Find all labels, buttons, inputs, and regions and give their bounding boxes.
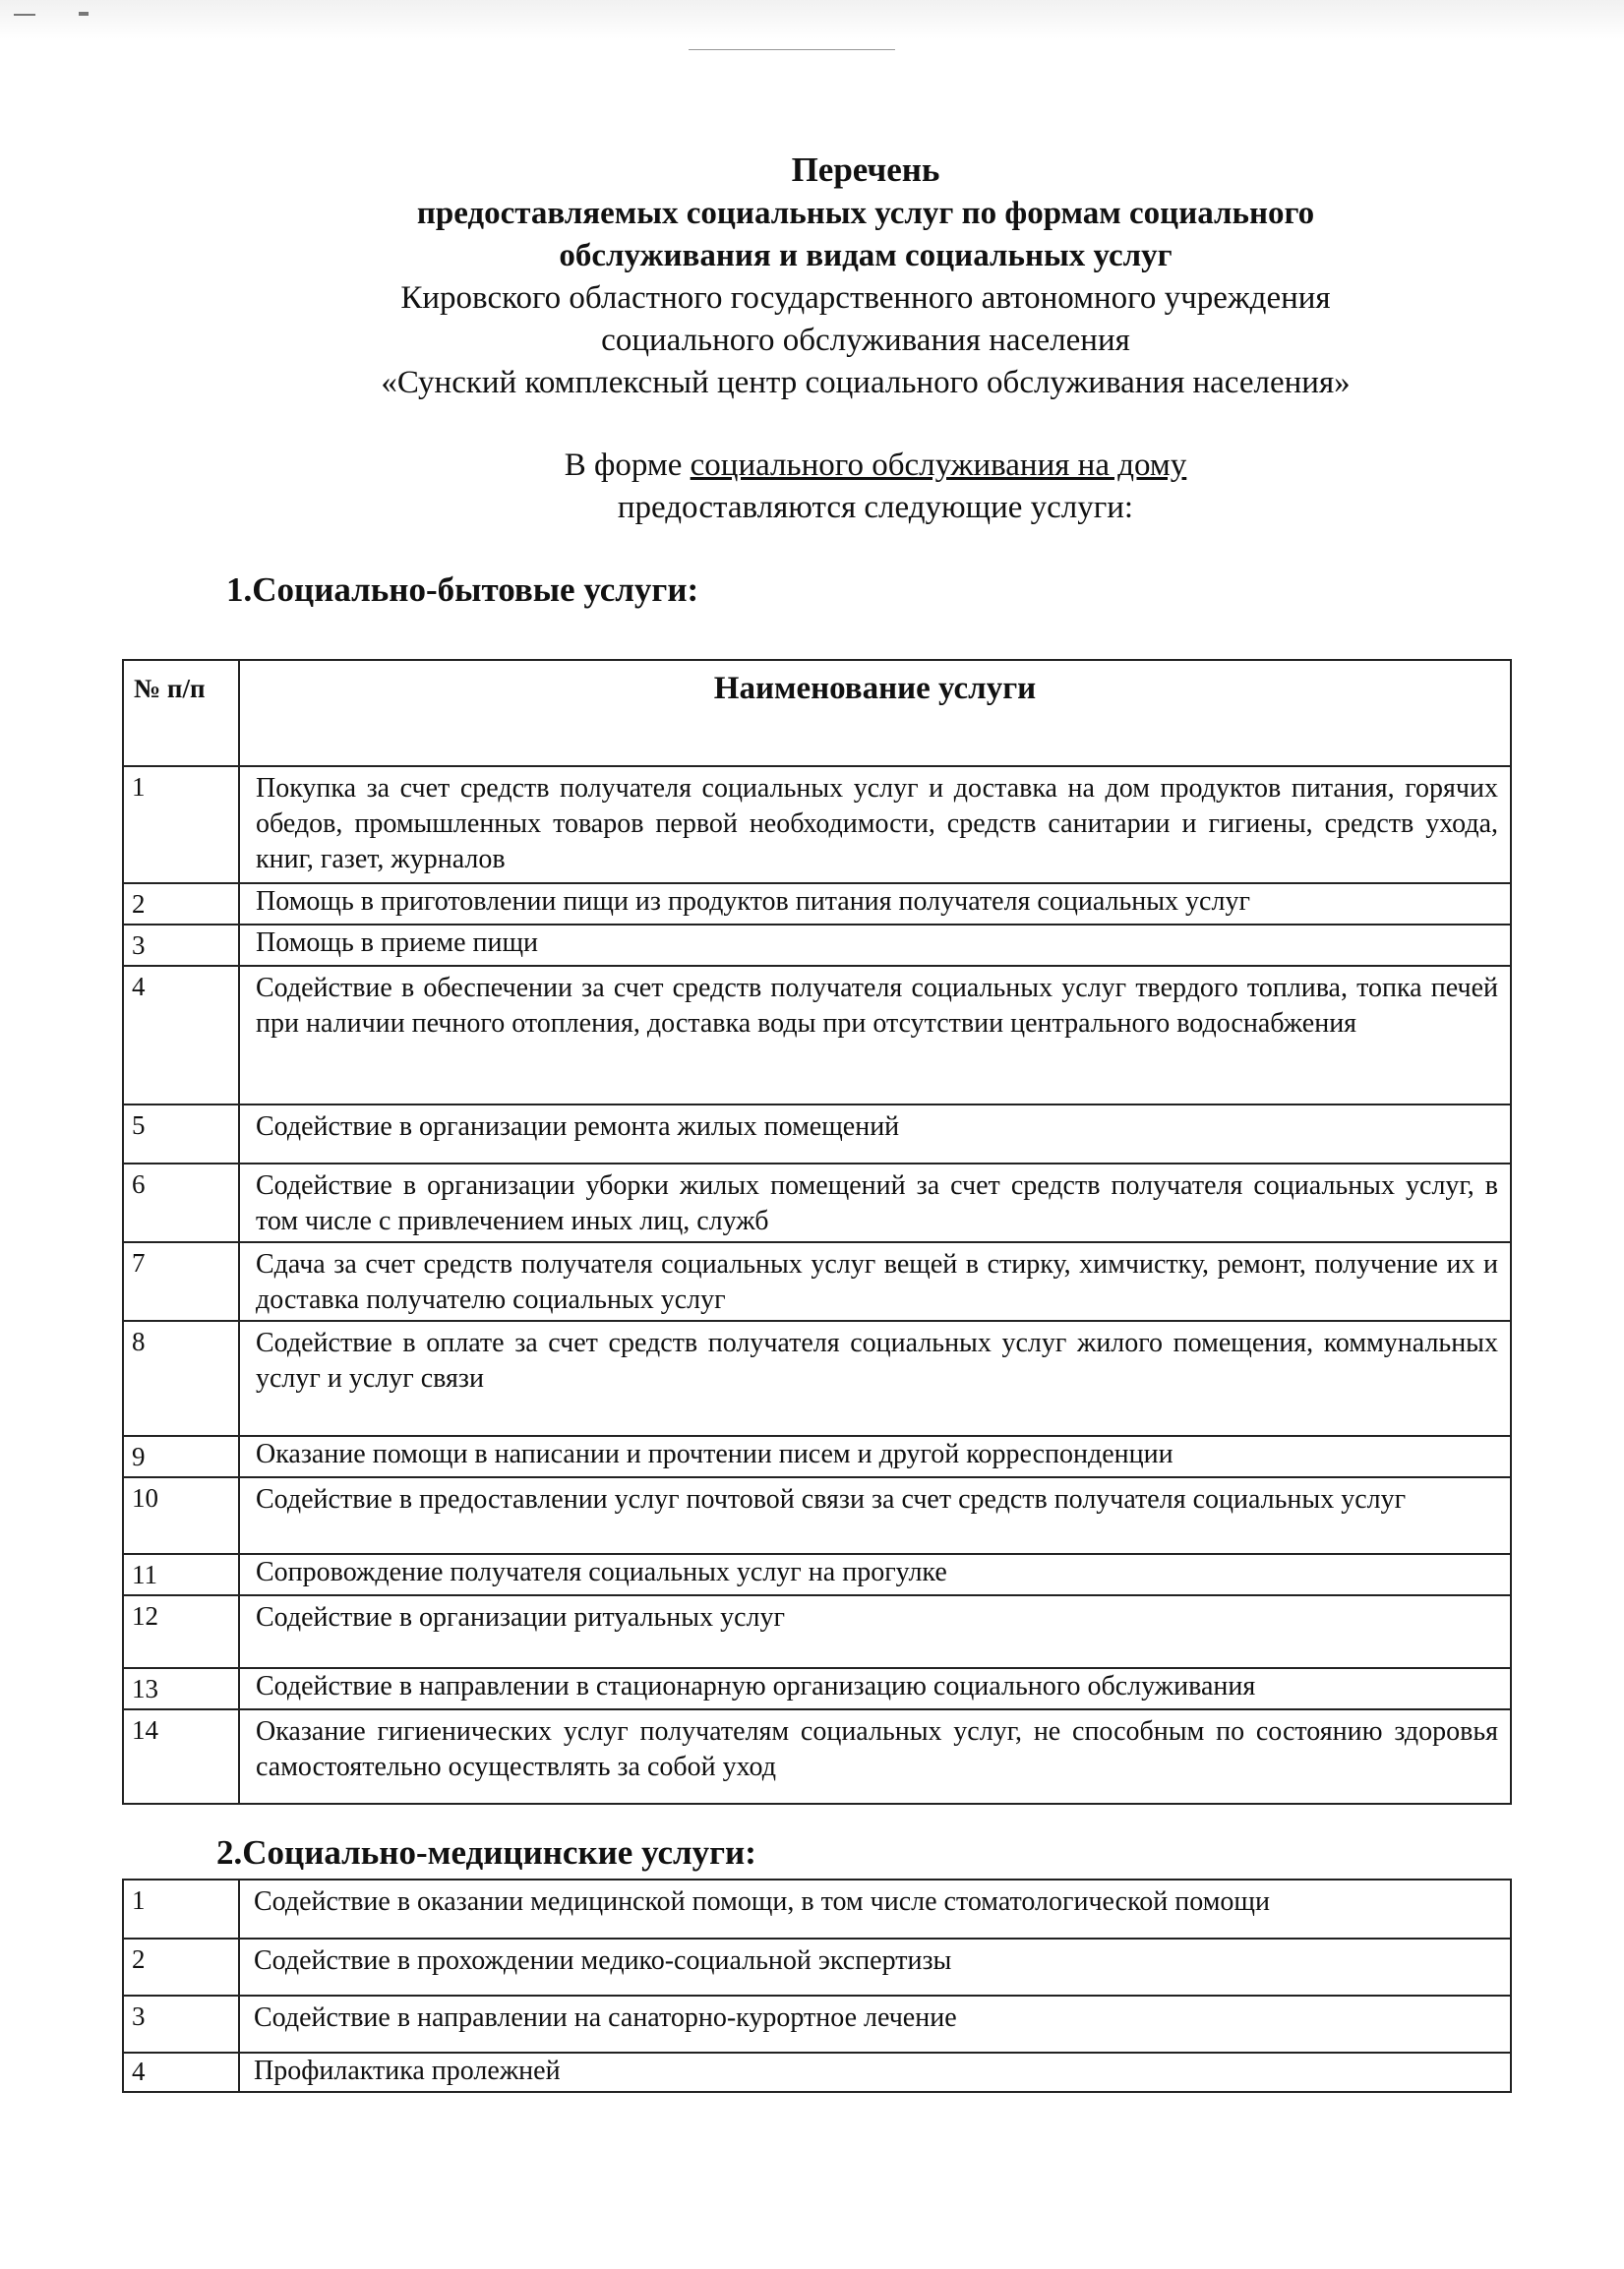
table-row: [123, 766, 1511, 883]
form-intro-line1: [433, 445, 1318, 487]
row-number: 1: [123, 766, 239, 883]
table-row: [123, 1709, 1511, 1804]
table-row: [123, 1105, 1511, 1164]
row-number: 3: [123, 1996, 239, 2053]
scan-edge-shadow: [0, 0, 1624, 39]
row-number: 9: [123, 1436, 239, 1477]
table-row: [123, 1321, 1511, 1436]
scan-artifact-mark: [79, 12, 89, 16]
form-intro: [433, 445, 1318, 529]
service-name: Сопровождение получателя социальных услуг на прогулке: [239, 1554, 1511, 1595]
row-number: 5: [123, 1105, 239, 1164]
row-number: 4: [123, 966, 239, 1105]
organization-line3: «Сунский комплексный центр социального обслуживания населения»: [381, 365, 1351, 400]
document-title: Перечень: [791, 150, 940, 189]
row-number: 2: [123, 1939, 239, 1996]
row-number: 8: [123, 1321, 239, 1436]
service-name: Помощь в приеме пищи: [239, 925, 1511, 966]
table-header-row: [123, 660, 1511, 766]
row-number: 3: [123, 925, 239, 966]
row-number: 1: [123, 1880, 239, 1939]
column-header-number: № п/п: [123, 660, 239, 766]
service-name: Содействие в предоставлении услуг почтовой связи за счет средств получателя социальных услуг: [239, 1477, 1511, 1554]
row-number: 2: [123, 883, 239, 925]
table-row: [123, 1242, 1511, 1321]
row-number: 10: [123, 1477, 239, 1554]
table-row: [123, 1880, 1511, 1939]
document-header: [226, 148, 1505, 404]
organization-line2: социального обслуживания населения: [601, 323, 1130, 358]
table-row: [123, 2053, 1511, 2092]
service-name: Сдача за счет средств получателя социальных услуг вещей в стирку, химчистку, ремонт, получение их и доставка получателю социальных услуг: [239, 1242, 1511, 1321]
table-row: [123, 1939, 1511, 1996]
service-name: Содействие в организации ритуальных услуг: [239, 1595, 1511, 1668]
service-name: Содействие в организации уборки жилых помещений за счет средств получателя социальных услуг, в том числе с привлечением иных лиц, служб: [239, 1164, 1511, 1242]
row-number: 7: [123, 1242, 239, 1321]
row-number: 13: [123, 1668, 239, 1709]
service-name: Содействие в оказании медицинской помощи, в том числе стоматологической помощи: [239, 1880, 1511, 1939]
table-row: [123, 1996, 1511, 2053]
row-number: 11: [123, 1554, 239, 1595]
service-name: Оказание помощи в написании и прочтении писем и другой корреспонденции: [239, 1436, 1511, 1477]
service-name: Профилактика пролежней: [239, 2053, 1511, 2092]
service-name: Содействие в оплате за счет средств получателя социальных услуг жилого помещения, коммунальных услуг и услуг связи: [239, 1321, 1511, 1436]
column-header-service-name: Наименование услуги: [239, 660, 1511, 766]
table-row: [123, 1436, 1511, 1477]
service-name: Содействие в организации ремонта жилых помещений: [239, 1105, 1511, 1164]
table-row: [123, 1164, 1511, 1242]
document-subtitle-line1: предоставляемых социальных услуг по формам социального: [416, 196, 1315, 231]
service-name: Оказание гигиенических услуг получателям социальных услуг, не способным по состоянию здоровья самостоятельно осуществлять за собой уход: [239, 1709, 1511, 1804]
form-intro-line2: предоставляются следующие услуги:: [617, 490, 1134, 525]
table-row: [123, 1477, 1511, 1554]
scan-artifact-line: [689, 49, 895, 50]
row-number: 12: [123, 1595, 239, 1668]
service-name: Покупка за счет средств получателя социальных услуг и доставка на дом продуктов питания, горячих обедов, промышленных товаров первой необходимости, средств санитарии и гигиены, средств ухода, книг, газет, журналов: [239, 766, 1511, 883]
service-name: Содействие в прохождении медико-социальной экспертизы: [239, 1939, 1511, 1996]
service-name: Содействие в направлении на санаторно-курортное лечение: [239, 1996, 1511, 2053]
organization-line1: Кировского областного государственного автономного учреждения: [400, 280, 1331, 316]
table-row: [123, 925, 1511, 966]
service-name: Помощь в приготовлении пищи из продуктов питания получателя социальных услуг: [239, 883, 1511, 925]
row-number: 4: [123, 2053, 239, 2092]
service-name: Содействие в направлении в стационарную организацию социального обслуживания: [239, 1668, 1511, 1709]
table-row: [123, 1595, 1511, 1668]
row-number: 14: [123, 1709, 239, 1804]
table-row: [123, 966, 1511, 1105]
document-subtitle-line2: обслуживания и видам социальных услуг: [559, 238, 1173, 273]
row-number: 6: [123, 1164, 239, 1242]
section2-title: 2.Социально-медицинские услуги:: [216, 1833, 756, 1872]
table-row: [123, 1668, 1511, 1709]
scan-artifact-mark: [14, 14, 35, 16]
table-row: [123, 883, 1511, 925]
form-name: социального обслуживания на дому: [690, 448, 1187, 483]
table-row: [123, 1554, 1511, 1595]
service-name: Содействие в обеспечении за счет средств получателя социальных услуг твердого топлива, топка печей при наличии печного отопления, доставка воды при отсутствии центрального водоснабжения: [239, 966, 1511, 1105]
form-intro-prefix: В форме: [564, 448, 691, 483]
section1-title: 1.Социально-бытовые услуги:: [226, 570, 699, 609]
social-household-services-table: [122, 659, 1512, 1805]
social-medical-services-table: [122, 1879, 1512, 2093]
